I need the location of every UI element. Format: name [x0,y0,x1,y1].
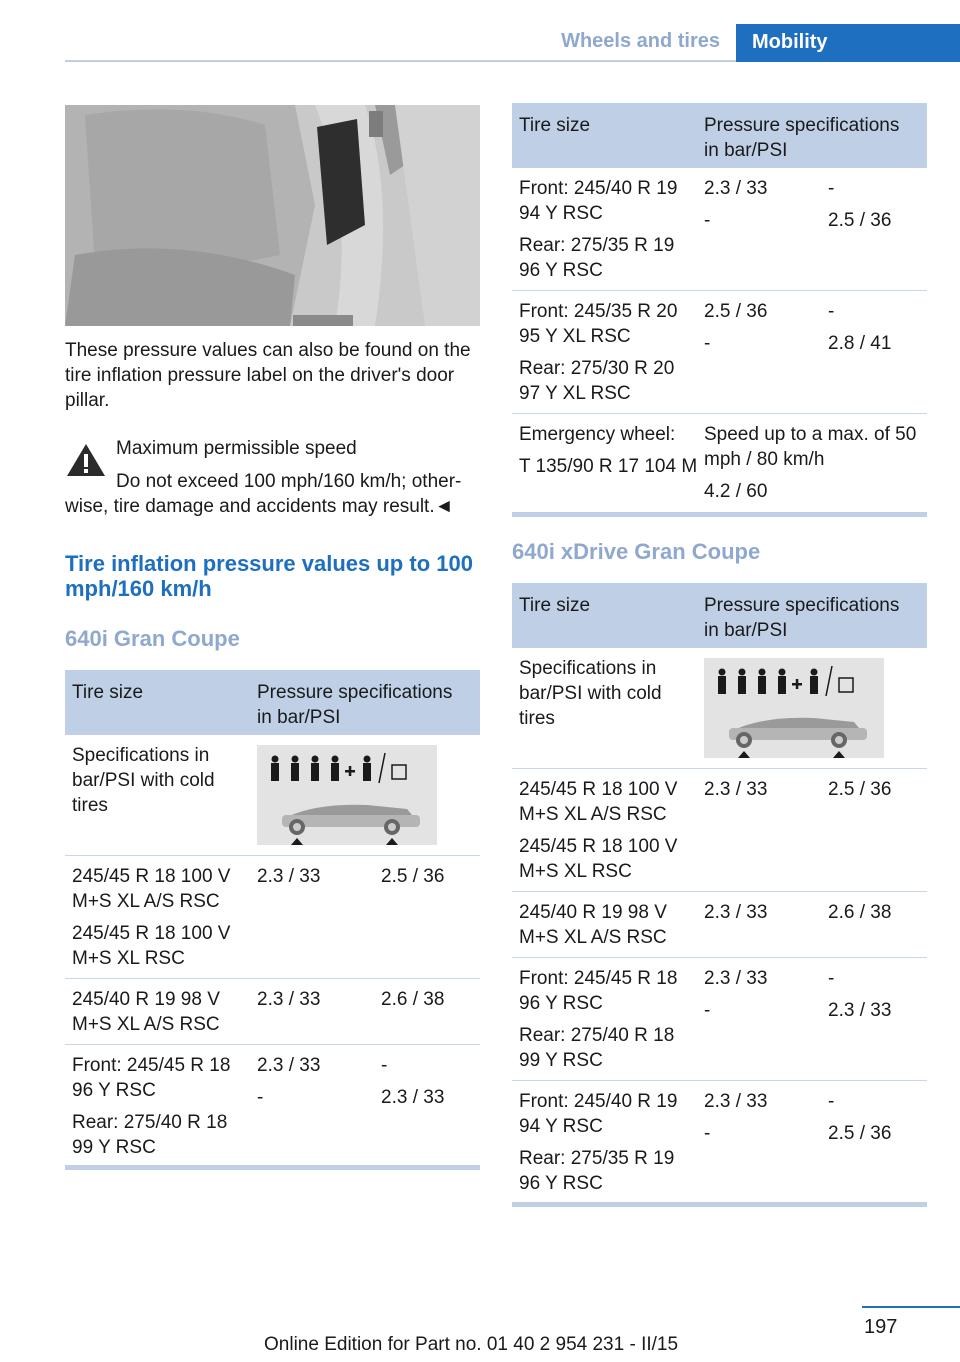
warning-title: Maximum permissible speed [116,438,357,459]
table-row [65,1045,480,1165]
table2-header [512,103,927,168]
warning-line-2: wise, tire damage and accidents may result.◄ [65,496,454,517]
table1-col-tire-size: Tire size [72,682,144,703]
door-pillar-photo [65,105,480,326]
pressure-value: - [704,1000,711,1021]
table-row [512,958,927,1081]
table-640i-continued [512,103,927,517]
table2-col-pressure: Pressure specifications in bar/PSI [704,115,900,161]
section-heading: Tire inflation pressure values up to 100 mph/160 km/h [65,551,473,601]
pressure-value: 2.5 / 36 [828,779,892,800]
header-chapter-label: Mobility [752,31,828,53]
tire-size: Front: 245/45 R 18 96 Y RSC [519,968,678,1014]
table-row [512,168,927,291]
pressure-value: - [704,1123,711,1144]
tire-size: 245/40 R 19 98 V M+S XL A/S RSC [519,902,667,948]
table-row [512,414,927,512]
speed-limit-note: Speed up to a max. of 50 mph / 80 km/h [704,424,917,470]
tire-size: Front: 245/40 R 19 94 Y RSC [519,1091,678,1137]
pressure-value: 2.3 / 33 [704,902,768,923]
footer-rule [862,1306,960,1308]
pressure-value: - [828,178,835,199]
tire-size: 245/45 R 18 100 V M+S XL RSC [72,923,231,969]
table3-col-pressure: Pressure specifications in bar/PSI [704,595,900,641]
tire-size: 245/40 R 19 98 V M+S XL A/S RSC [72,989,220,1035]
spec-label: Specifications in bar/PSI with cold tires [72,745,215,816]
warning-icon [65,441,107,479]
table-row [65,856,480,979]
pressure-value: 2.6 / 38 [828,902,892,923]
table-640i-xdrive-gran-coupe [512,583,927,1207]
tire-size: Rear: 275/35 R 19 96 Y RSC [519,235,675,281]
tire-size: Rear: 275/40 R 18 99 Y RSC [72,1112,228,1158]
edition-note: Online Edition for Part no. 01 40 2 954 231 - II/15 [264,1334,679,1355]
table1-col-pressure: Pressure specifications in bar/PSI [257,682,453,728]
table2-end-rule [512,512,927,517]
table3-title: 640i xDrive Gran Coupe [512,539,761,564]
load-diagram-icon [704,658,884,758]
pressure-value: 2.8 / 41 [828,333,892,354]
pressure-value: 2.3 / 33 [381,1087,445,1108]
table-row [65,979,480,1045]
table1-title: 640i Gran Coupe [65,626,240,651]
tire-size: 245/45 R 18 100 V M+S XL RSC [519,836,678,882]
pressure-value: 2.3 / 33 [704,1091,768,1112]
pressure-value: - [828,1091,835,1112]
table-row [65,735,480,856]
pressure-value: - [257,1087,264,1108]
pressure-value: 2.5 / 36 [704,301,768,322]
table1-end-rule [65,1165,480,1170]
header-chapter-tab [736,24,960,62]
table-640i-gran-coupe [65,670,480,1170]
load-diagram-icon [257,745,437,845]
pressure-value: 2.3 / 33 [704,968,768,989]
tire-size: Front: 245/45 R 18 96 Y RSC [72,1055,231,1101]
pressure-value: 2.3 / 33 [257,989,321,1010]
pressure-value: 2.5 / 36 [828,1123,892,1144]
intro-paragraph: These pressure values can also be found on the tire inflation pressure label on the driver's door pillar. [65,340,471,411]
page-number: 197 [864,1316,898,1338]
table3-header [512,583,927,648]
table1-header [65,670,480,735]
pressure-value: 2.3 / 33 [704,178,768,199]
pressure-value: 2.3 / 33 [257,866,321,887]
spec-label: Specifications in bar/PSI with cold tires [519,658,662,729]
door-pillar-illustration [65,105,480,326]
pressure-value: - [828,301,835,322]
tire-size: Emergency wheel: [519,424,676,445]
tire-size: Rear: 275/30 R 20 97 Y XL RSC [519,358,675,404]
table-row [512,892,927,958]
tire-size: Rear: 275/40 R 18 99 Y RSC [519,1025,675,1071]
table2-col-tire-size: Tire size [519,115,591,136]
tire-size: 245/45 R 18 100 V M+S XL A/S RSC [72,866,231,912]
tire-size: T 135/90 R 17 104 M [519,456,698,477]
pressure-value: 4.2 / 60 [704,481,768,502]
tire-size: Rear: 275/35 R 19 96 Y RSC [519,1148,675,1194]
pressure-value: - [828,968,835,989]
pressure-value: - [381,1055,388,1076]
pressure-value: 2.3 / 33 [704,779,768,800]
pressure-value: 2.5 / 36 [828,210,892,231]
pressure-value: - [704,210,711,231]
pressure-value: 2.6 / 38 [381,989,445,1010]
pressure-value: 2.3 / 33 [828,1000,892,1021]
table-row [512,291,927,414]
table-row [512,769,927,892]
tire-size: Front: 245/35 R 20 95 Y XL RSC [519,301,678,347]
warning-line-1: Do not exceed 100 mph/160 km/h; other- [116,471,462,492]
pressure-value: - [704,333,711,354]
table3-col-tire-size: Tire size [519,595,591,616]
table-row [512,648,927,769]
table-row [512,1081,927,1202]
pressure-value: 2.5 / 36 [381,866,445,887]
header-section-title: Wheels and tires [561,30,720,52]
tire-size: 245/45 R 18 100 V M+S XL A/S RSC [519,779,678,825]
tire-size: Front: 245/40 R 19 94 Y RSC [519,178,678,224]
pressure-value: 2.3 / 33 [257,1055,321,1076]
table3-end-rule [512,1202,927,1207]
